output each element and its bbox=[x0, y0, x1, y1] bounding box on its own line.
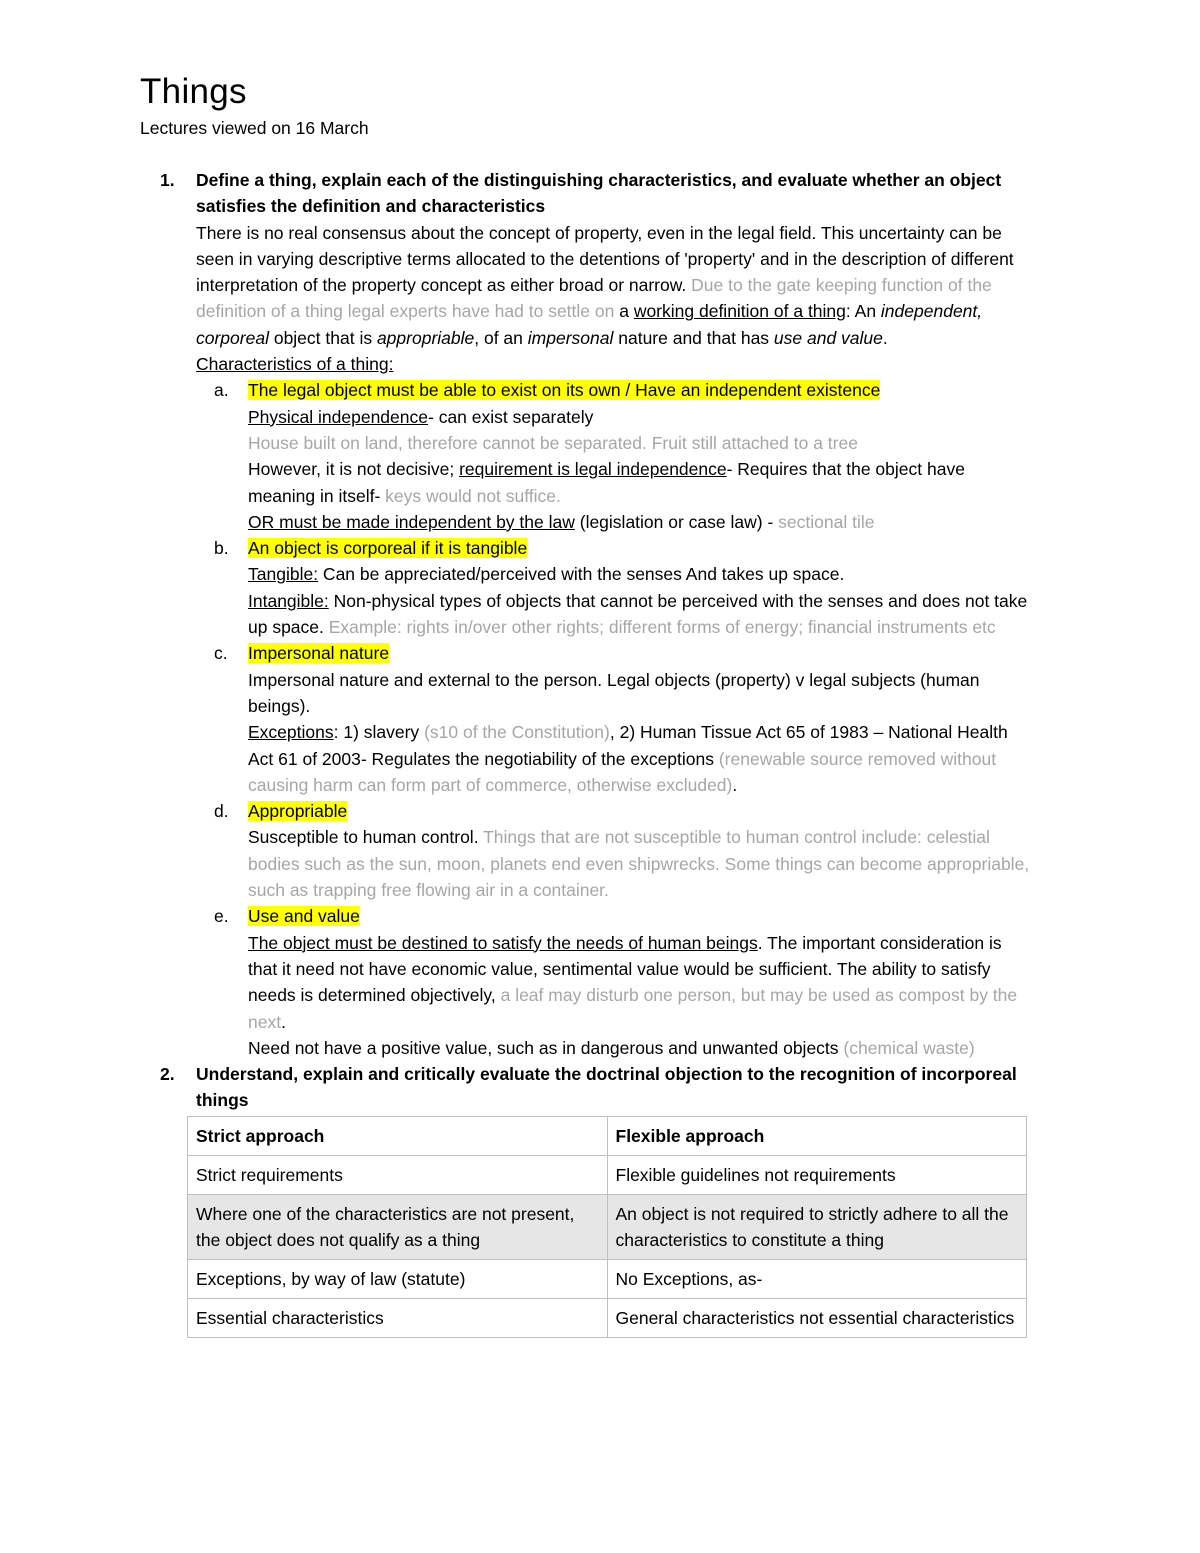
item-text: However, it is not decisive; bbox=[248, 459, 460, 480]
intro-text: There is no real consensus about the concept of property, even in the legal field. This uncertainty can be seen in varying descriptive terms allocated to the detentions of 'property' and in the description of different interpretation of the property concept as either broad or narrow. bbox=[196, 222, 1014, 296]
question-heading: Understand, explain and critically evaluate the doctrinal objection to the recognition of incorporeal things bbox=[196, 1064, 1017, 1111]
characteristic-c bbox=[196, 640, 1035, 798]
table-cell: An object is not required to strictly adhere to all the characteristics to constitute a thing bbox=[607, 1194, 1027, 1259]
item-letter: a. bbox=[214, 380, 229, 401]
table-header: Strict approach bbox=[188, 1116, 608, 1155]
table-cell: Flexible guidelines not requirements bbox=[607, 1155, 1027, 1194]
intro-grey-text: Due to the gate keeping function of the definition of a thing legal experts have had to settle on bbox=[196, 275, 992, 322]
made-independent-term: OR must be made independent by the law bbox=[248, 511, 575, 532]
approach-comparison-table bbox=[187, 1116, 1027, 1338]
intro-text-colon: : An bbox=[845, 301, 881, 322]
highlighted-heading: Impersonal nature bbox=[248, 643, 390, 664]
use-and-value-term: use and value bbox=[773, 327, 883, 348]
item-letter: d. bbox=[214, 801, 229, 822]
characteristic-e bbox=[196, 903, 1035, 1061]
item-text: Can be appreciated/perceived with the senses And takes up space. bbox=[318, 564, 845, 585]
item-letter: e. bbox=[214, 906, 229, 927]
question-number: 1. bbox=[160, 170, 175, 190]
table-cell: Strict requirements bbox=[188, 1155, 608, 1194]
intro-text-nature: nature and that has bbox=[613, 327, 774, 348]
item-text: : 1) slavery bbox=[333, 722, 425, 743]
table-cell: Where one of the characteristics are not present, the object does not qualify as a thing bbox=[188, 1194, 608, 1259]
document-body bbox=[140, 167, 1035, 1338]
table-cell: Exceptions, by way of law (statute) bbox=[188, 1259, 608, 1298]
intro-text-a: a bbox=[614, 301, 634, 322]
table-row bbox=[188, 1298, 1027, 1337]
item-text: (legislation or case law) - bbox=[574, 511, 779, 532]
item-grey-text: (renewable source removed without causing harm can form part of commerce, otherwise excluded) bbox=[248, 748, 997, 795]
item-text: . bbox=[281, 1011, 286, 1032]
item-grey-text: keys would not suffice. bbox=[385, 485, 561, 506]
item-text: , 2) Human Tissue Act 65 of 1983 – National Health Act 61 of 2003- Regulates the negotiability of the exceptions bbox=[248, 722, 1008, 769]
independent-corporeal-term: independent, corporeal bbox=[196, 301, 983, 348]
question-1 bbox=[140, 167, 1035, 1061]
intro-paragraph bbox=[196, 220, 1035, 351]
appropriable-term: appropriable bbox=[376, 327, 475, 348]
characteristic-d bbox=[196, 798, 1035, 903]
question-heading: Define a thing, explain each of the distinguishing characteristics, and evaluate whether an object satisfies the definition and characteristics bbox=[196, 170, 1002, 217]
table-cell: General characteristics not essential characteristics bbox=[607, 1298, 1027, 1337]
highlighted-heading: An object is corporeal if it is tangible bbox=[248, 538, 528, 559]
item-text: - can exist separately bbox=[428, 406, 594, 427]
impersonal-term: impersonal bbox=[527, 327, 614, 348]
item-grey-text: Things that are not susceptible to human control include: celestial bodies such as the sun, moon, planets end even shipwrecks. Some things can become appropriable, such as trapping free flowing air in a container. bbox=[248, 827, 1030, 901]
item-text: Impersonal nature and external to the person. Legal objects (property) v legal subjects (human beings). bbox=[248, 669, 980, 716]
table-cell: No Exceptions, as- bbox=[607, 1259, 1027, 1298]
highlighted-heading: Appropriable bbox=[248, 801, 348, 822]
tangible-term: Tangible: bbox=[248, 564, 319, 585]
intangible-term: Intangible: bbox=[248, 590, 329, 611]
destined-term: The object must be destined to satisfy the needs of human beings bbox=[248, 932, 758, 953]
item-grey-text: a leaf may disturb one person, but may be used as compost by the next bbox=[248, 985, 1018, 1032]
characteristic-a bbox=[196, 377, 1035, 535]
page-subtitle: Lectures viewed on 16 March bbox=[140, 118, 369, 138]
item-text: Non-physical types of objects that cannot be perceived with the senses and does not take up space. bbox=[248, 590, 1028, 638]
table-header: Flexible approach bbox=[607, 1116, 1027, 1155]
item-text: - Requires that the object have meaning in itself- bbox=[248, 459, 965, 506]
item-text: Susceptible to human control. bbox=[248, 827, 484, 848]
item-text: . bbox=[732, 774, 738, 795]
table-row bbox=[188, 1155, 1027, 1194]
exceptions-term: Exceptions bbox=[248, 722, 334, 743]
table-row bbox=[188, 1259, 1027, 1298]
question-number: 2. bbox=[160, 1064, 175, 1085]
item-grey-text: (s10 of the Constitution) bbox=[424, 722, 610, 743]
item-letter: b. bbox=[214, 538, 229, 559]
highlighted-heading: The legal object must be able to exist on its own / Have an independent existence bbox=[248, 380, 881, 401]
highlighted-heading: Use and value bbox=[248, 906, 360, 927]
item-text: . The important consideration is that it need not have economic value, sentimental value would be sufficient. The ability to satisfy needs is determined objectively, bbox=[248, 932, 1002, 1006]
item-text: Need not have a positive value, such as in dangerous and unwanted objects bbox=[248, 1037, 844, 1058]
characteristic-b bbox=[196, 535, 1035, 640]
table-header-row bbox=[188, 1116, 1027, 1155]
table-cell: Essential characteristics bbox=[188, 1298, 608, 1337]
item-grey-text: Example: rights in/over other rights; different forms of energy; financial instruments etc bbox=[328, 617, 996, 638]
item-grey-text: sectional tile bbox=[778, 511, 875, 532]
page-title: Things bbox=[140, 72, 247, 111]
document-page bbox=[140, 72, 1035, 1338]
working-definition-term: working definition of a thing bbox=[633, 301, 846, 322]
table-row bbox=[188, 1194, 1027, 1259]
intro-text-of: , of an bbox=[474, 327, 528, 348]
item-letter: c. bbox=[214, 643, 228, 664]
intro-text-obj: object that is bbox=[268, 327, 377, 348]
physical-independence-term: Physical independence bbox=[248, 406, 428, 427]
item-grey-text: House built on land, therefore cannot be separated. Fruit still attached to a tree bbox=[248, 432, 858, 453]
characteristics-heading: Characteristics of a thing: bbox=[196, 354, 394, 375]
intro-text-end: . bbox=[882, 327, 888, 348]
question-2 bbox=[140, 1061, 1035, 1114]
legal-independence-term: requirement is legal independence bbox=[459, 459, 727, 480]
item-grey-text: (chemical waste) bbox=[843, 1037, 975, 1058]
